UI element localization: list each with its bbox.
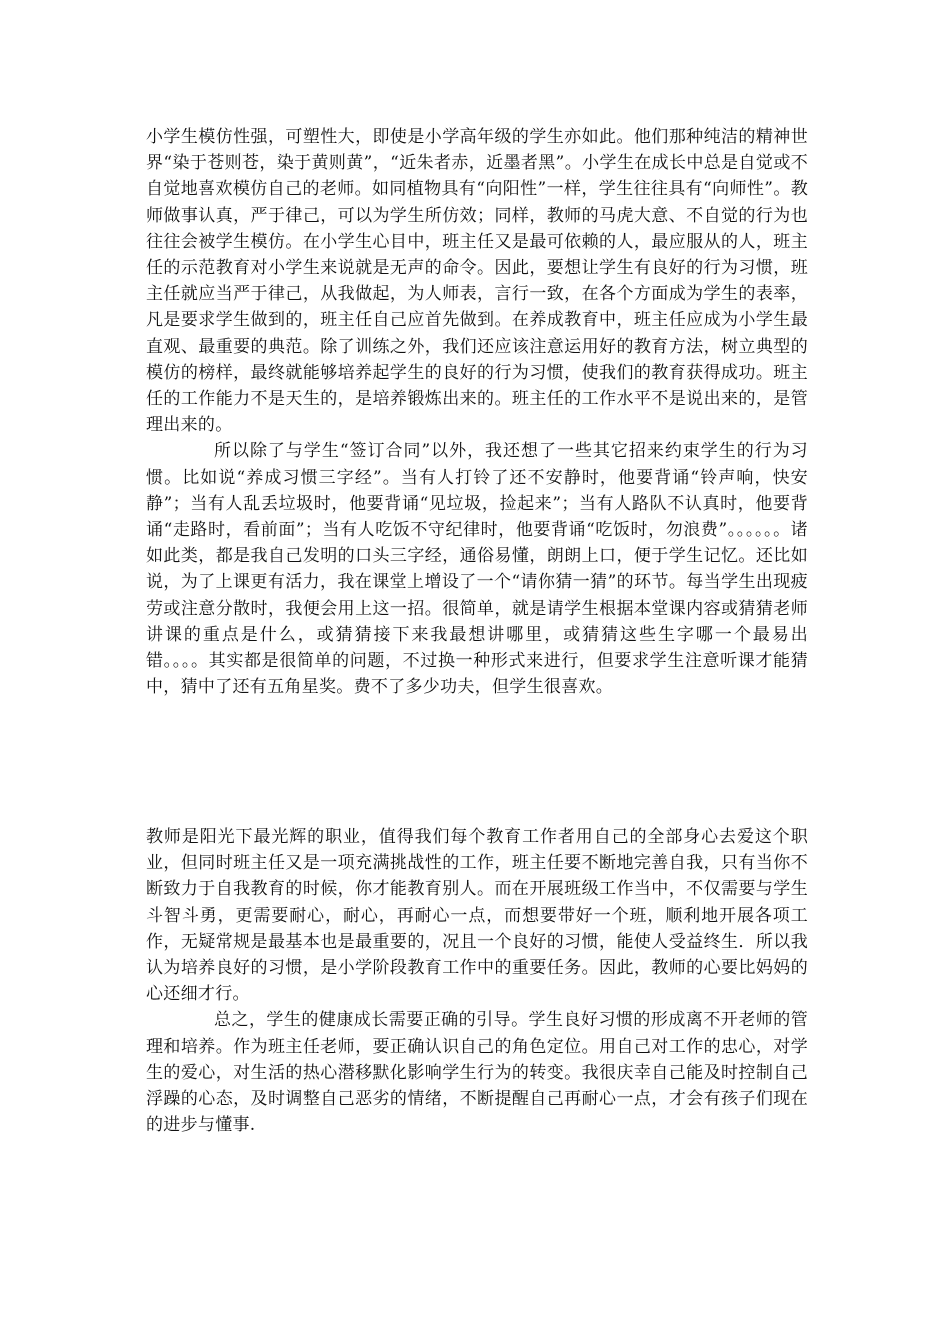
section-two [146,824,808,1138]
section-one-paragraph-1: 小学生模仿性强，可塑性大，即使是小学高年级的学生亦如此。他们那种纯洁的精神世界“染于苍则苍，染于黄则黄”，“近朱者赤，近墨者黑”。小学生在成长中总是自觉或不自觉地喜欢模仿自己的老师。如同植物具有“向阳性”一样，学生往往具有“向师性”。教师做事认真，严于律己，可以为学生所仿效；同样，教师的马虎大意、不自觉的行为也往往会被学生模仿。在小学生心目中，班主任又是最可依赖的人，最应服从的人，班主任的示范教育对小学生来说就是无声的命令。因此，要想让学生有良好的行为习惯，班主任就应当严于律己，从我做起，为人师表，言行一致，在各个方面成为学生的表率，凡是要求学生做到的，班主任自己应首先做到。在养成教育中，班主任应成为小学生最直观、最重要的典范。除了训练之外，我们还应该注意运用好的教育方法，树立典型的模仿的榜样，最终就能够培养起学生的良好的行为习惯，使我们的教育获得成功。班主任的工作能力不是天生的，是培养锻炼出来的。班主任的工作水平不是说出来的，是管理出来的。 [146,127,808,436]
section-one-paragraph-2: 所以除了与学生“签订合同”以外，我还想了一些其它招来约束学生的行为习惯。比如说“养成习惯三字经”。当有人打铃了还不安静时，他要背诵“铃声响，快安静”；当有人乱丢垃圾时，他要背诵“见垃圾，捡起来”；当有人路队不认真时，他要背诵“走路时，看前面”；当有人吃饭不守纪律时，他要背诵“吃饭时，勿浪费”。。。。。。诸如此类，都是我自己发明的口头三字经，通俗易懂，朗朗上口，便于学生记忆。还比如说，为了上课更有活力，我在课堂上增设了一个“请你猜一猜”的环节。每当学生出现疲劳或注意分散时，我便会用上这一招。很简单，就是请学生根据本堂课内容或猜猜老师讲课的重点是什么，或猜猜接下来我最想讲哪里，或猜猜这些生字哪一个最易出错。。。。其实都是很简单的问题，不过换一种形式来进行，但要求学生注意听课才能猜中，猜中了还有五角星奖。费不了多少功夫，但学生很喜欢。 [146,441,808,698]
section-two-paragraph-2: 总之，学生的健康成长需要正确的引导。学生良好习惯的形成离不开老师的管理和培养。作为班主任老师，要正确认识自己的角色定位。用自己对工作的忠心，对学生的爱心，对生活的热心潜移默化影响学生行为的转变。我很庆幸自己能及时控制自己浮躁的心态，及时调整自己恶劣的情绪，不断提醒自己再耐心一点，才会有孩子们现在的进步与懂事. [146,1010,808,1136]
section-one [146,124,808,700]
section-two-paragraph-1: 教师是阳光下最光辉的职业，值得我们每个教育工作者用自己的全部身心去爱这个职业，但同时班主任又是一项充满挑战性的工作，班主任要不断地完善自我，只有当你不断致力于自我教育的时候，你才能教育别人。而在开展班级工作当中，不仅需要与学生斗智斗勇，更需要耐心，耐心，再耐心一点，而想要带好一个班，顺利地开展各项工作，无疑常规是最基本也是最重要的，况且一个良好的习惯，能使人受益终生．所以我认为培养良好的习惯，是小学阶段教育工作中的重要任务。因此，教师的心要比妈妈的心还细才行。 [146,827,808,1005]
